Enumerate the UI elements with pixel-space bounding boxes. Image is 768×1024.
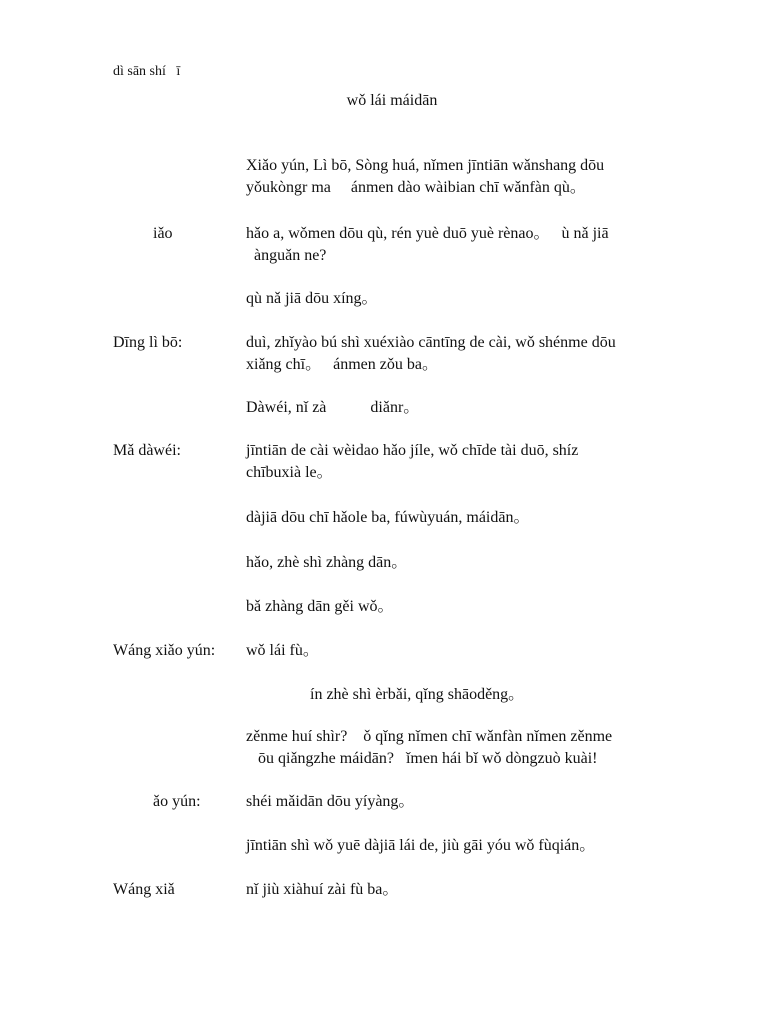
speaker-label: Dīng lì bō:: [113, 334, 183, 351]
dialogue-line: [246, 879, 676, 901]
speaker-label: iǎo: [113, 225, 173, 242]
dialogue-text: bǎ zhàng dān gěi wǒ。: [246, 598, 394, 615]
speaker-label: Wáng xiǎo yún:: [113, 642, 216, 659]
dialogue-text: dàjiā dōu chī hǎole ba, fúwùyuán, máidān。: [246, 509, 530, 526]
dialogue-text: ànguǎn ne?: [246, 247, 327, 264]
dialogue-text: duì, zhǐyào bú shì xuéxiào cāntīng de cài, wǒ shénme dōu: [246, 334, 616, 351]
dialogue-text: hǎo a, wǒmen dōu qù, rén yuè duō yuè rènao。 ù nǎ jiā: [246, 225, 609, 242]
dialogue-line: [246, 552, 676, 574]
dialogue-line: [246, 397, 676, 419]
speaker-label: Wáng xiǎ: [113, 881, 175, 898]
dialogue-text: jīntiān shì wǒ yuē dàjiā lái de, jiù gāi yóu wǒ fùqián。: [246, 837, 596, 854]
dialogue-text: hǎo, zhè shì zhàng dān。: [246, 554, 408, 571]
speaker-label: ǎo yún:: [113, 793, 201, 810]
dialogue-line: [246, 507, 676, 529]
dialogue-text: ín zhè shì èrbǎi, qǐng shāoděng。: [246, 686, 525, 703]
dialogue-text: yǒukòngr ma ánmen dào wàibian chī wǎnfàn qù。: [246, 179, 586, 196]
dialogue-text: jīntiān de cài wèidao hǎo jíle, wǒ chīde tài duō, shíz: [246, 442, 579, 459]
dialogue-text: wǒ lái fù。: [246, 642, 319, 659]
dialogue-text: zěnme huí shìr? ǒ qǐng nǐmen chī wǎnfàn nǐmen zěnme: [246, 728, 613, 745]
dialogue-line: [246, 835, 676, 857]
page-title: wǒ lái máidān: [346, 92, 438, 109]
dialogue-line: [246, 726, 676, 770]
dialogue-line: [246, 640, 676, 662]
dialogue-line: [246, 440, 676, 484]
lesson-label: dì sān shí ī: [113, 64, 181, 79]
dialogue-line: [246, 596, 676, 618]
dialogue-line: [246, 684, 676, 706]
dialogue-text: Xiǎo yún, Lì bō, Sòng huá, nǐmen jīntiān wǎnshang dōu: [246, 157, 605, 174]
dialogue-text: ōu qiǎngzhe máidān? ǐmen hái bǐ wǒ dòngzuò kuài!: [246, 750, 598, 767]
dialogue-text: nǐ jiù xiàhuí zài fù ba。: [246, 881, 399, 898]
dialogue-text: xiǎng chī。 ánmen zǒu ba。: [246, 356, 438, 373]
dialogue-line: [246, 155, 676, 199]
dialogue-line: [246, 791, 676, 813]
dialogue-text: chībuxià le。: [246, 464, 333, 481]
dialogue-text: shéi mǎidān dōu yíyàng。: [246, 793, 415, 810]
dialogue-line: [246, 288, 676, 310]
speaker-label: Mǎ dàwéi:: [113, 442, 181, 459]
dialogue-text: Dàwéi, nǐ zà diǎnr。: [246, 399, 420, 416]
dialogue-line: [246, 332, 676, 376]
dialogue-text: qù nǎ jiā dōu xíng。: [246, 290, 378, 307]
dialogue-line: [246, 223, 676, 267]
